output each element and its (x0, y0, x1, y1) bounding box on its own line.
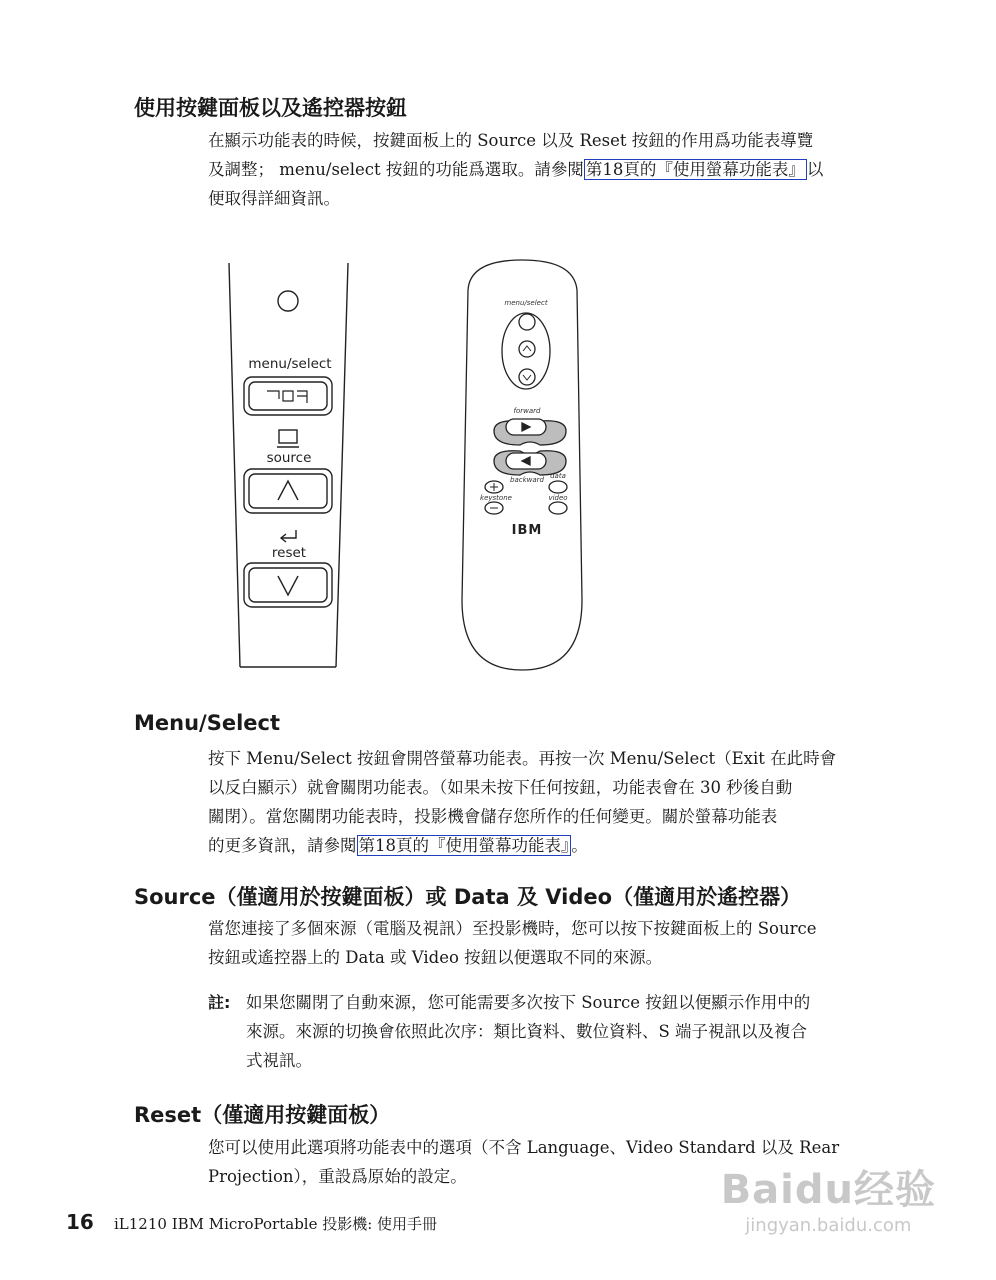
body-line: 便取得詳細資訊。 (208, 189, 340, 208)
remote-ibm-logo: IBM (511, 523, 543, 538)
note-body (246, 988, 908, 1075)
remote-down-button[interactable] (519, 369, 535, 385)
remote-control (462, 260, 582, 670)
body-line: 您可以使用此選項將功能表中的選項（不含 Language、Video Standard 以及 Rear (208, 1138, 840, 1157)
remote-backward-label: backward (510, 476, 544, 484)
watermark-url: jingyan.baidu.com (745, 1215, 912, 1236)
note-label: 註: (208, 993, 231, 1012)
section-body-menu-select (208, 744, 908, 860)
body-line: 按下 Menu/Select 按鈕會開啓螢幕功能表。再按一次 Menu/Select（Exit 在此時會 (208, 749, 837, 768)
note-line: 如果您關閉了自動來源，您可能需要多次按下 Source 按鈕以便顯示作用中的 (246, 993, 811, 1012)
body-line: 在顯示功能表的時候，按鍵面板上的 Source 以及 Reset 按鈕的作用爲功能表導覽 (208, 131, 814, 150)
remote-data-button[interactable] (549, 481, 567, 493)
body-line: 按鈕或遙控器上的 Data 或 Video 按鈕以便選取不同的來源。 (208, 948, 663, 967)
remote-menu-label: menu/select (504, 299, 548, 307)
body-line: Projection），重設爲原始的設定。 (208, 1167, 467, 1186)
baidu-watermark (721, 1158, 936, 1236)
reset-return-icon (281, 530, 296, 542)
remote-data-label: data (550, 472, 566, 480)
section-heading-reset: Reset（僅適用按鍵面板） (134, 1103, 391, 1127)
remote-video-label: video (548, 494, 568, 502)
figure-keypad-and-remote (0, 255, 996, 675)
body-line: 關閉）。當您關閉功能表時，投影機會儲存您所作的任何變更。關於螢幕功能表 (208, 807, 778, 826)
section-body-buttons (208, 126, 908, 213)
source-monitor-icon (279, 430, 297, 443)
cross-reference-link[interactable]: 第18頁的『使用螢幕功能表』 (585, 160, 805, 179)
keypad-source-up-button[interactable] (244, 469, 332, 513)
section-heading-source: Source（僅適用於按鍵面板）或 Data 及 Video（僅適用於遙控器） (134, 885, 802, 909)
remote-forward-label: forward (513, 407, 541, 415)
remote-menu-button[interactable] (519, 314, 535, 330)
section-heading-menu-select: Menu/Select (134, 711, 281, 735)
section-heading-buttons: 使用按鍵面板以及遙控器按鈕 (134, 96, 407, 120)
remote-keystone-label: keystone (480, 494, 512, 502)
note-line: 來源。來源的切換會依照此次序：類比資料、數位資料、S 端子視訊以及複合 (246, 1022, 808, 1041)
remote-video-button[interactable] (549, 502, 567, 514)
body-line: 的更多資訊，請參閱 第18頁的『使用螢幕功能表』 。 (208, 836, 588, 855)
note-line: 式視訊。 (246, 1051, 312, 1070)
watermark-logo: Baidu经验 (720, 1167, 936, 1213)
keypad-menu-label: menu/select (248, 356, 332, 372)
footer-title: iL1210 IBM MicroPortable 投影機: 使用手冊 (114, 1215, 438, 1233)
cross-reference-link[interactable]: 第18頁的『使用螢幕功能表』 (358, 836, 570, 855)
keypad-menu-button[interactable] (244, 377, 332, 415)
body-line: 以反白顯示）就會關閉功能表。（如果未按下任何按鈕，功能表會在 30 秒後自動 (208, 778, 793, 797)
page-number: 16 (66, 1210, 94, 1234)
keypad-reset-label: reset (271, 545, 307, 561)
section-body-source (208, 914, 908, 972)
keypad-reset-down-button[interactable] (244, 563, 332, 607)
remote-up-button[interactable] (519, 341, 535, 357)
body-line: 及調整； menu/select 按鈕的功能爲選取。請參閱 第18頁的『使用螢幕功能表』 以 (208, 160, 824, 179)
body-line: 當您連接了多個來源（電腦及視訊）至投影機時，您可以按下按鍵面板上的 Source (208, 919, 817, 938)
power-led-icon (278, 291, 298, 311)
keypad-source-label: source (266, 450, 312, 466)
